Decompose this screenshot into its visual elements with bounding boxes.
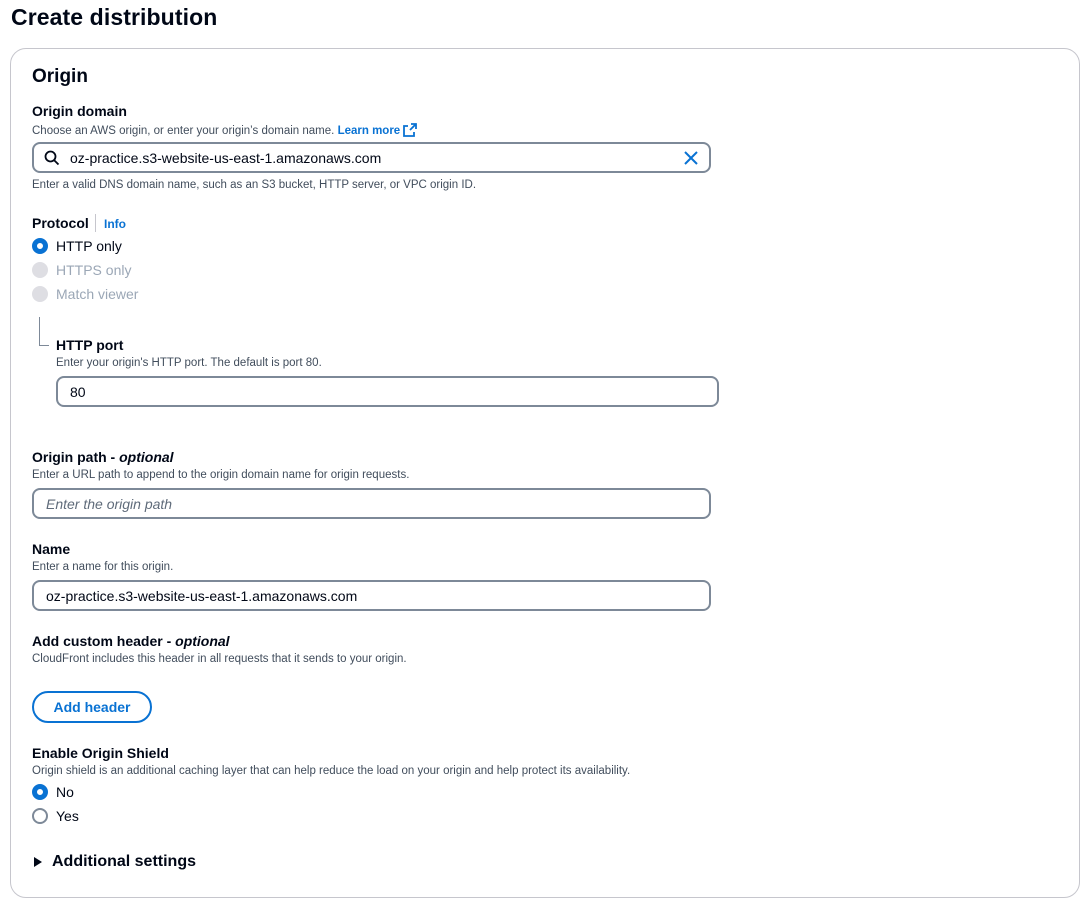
name-label: Name bbox=[32, 541, 71, 557]
learn-more-label: Learn more bbox=[337, 125, 401, 137]
protocol-option-label: HTTP only bbox=[56, 238, 122, 254]
origin-domain-value: oz-practice.s3-website-us-east-1.amazonaws.com bbox=[70, 149, 382, 166]
origin-path-description: Enter a URL path to append to the origin domain name for origin requests. bbox=[32, 469, 410, 481]
page-title: Create distribution bbox=[11, 4, 218, 30]
additional-settings-label: Additional settings bbox=[52, 853, 196, 870]
radio-disabled bbox=[32, 286, 48, 302]
protocol-option-https-only[interactable] bbox=[32, 262, 131, 278]
additional-settings-expander[interactable] bbox=[34, 853, 196, 871]
protocol-option-http-only[interactable] bbox=[32, 238, 122, 254]
clear-icon[interactable] bbox=[683, 150, 699, 166]
origin-shield-option-yes[interactable] bbox=[32, 808, 79, 824]
origin-shield-label: Enable Origin Shield bbox=[32, 745, 169, 761]
origin-domain-input[interactable] bbox=[32, 142, 711, 173]
tree-connector-vertical bbox=[39, 317, 40, 346]
origin-domain-description-text: Choose an AWS origin, or enter your origin’s domain name. bbox=[32, 125, 335, 137]
origin-shield-option-label: No bbox=[56, 784, 74, 800]
http-port-label: HTTP port bbox=[56, 337, 124, 353]
protocol-label: Protocol bbox=[32, 215, 89, 231]
http-port-description: Enter your origin's HTTP port. The default is port 80. bbox=[56, 357, 322, 369]
origin-path-label-text: Origin path - bbox=[32, 449, 120, 465]
custom-header-label-text: Add custom header - bbox=[32, 633, 176, 649]
search-icon bbox=[44, 150, 60, 166]
origin-domain-help: Enter a valid DNS domain name, such as an S3 bucket, HTTP server, or VPC origin ID. bbox=[32, 179, 477, 191]
name-value: oz-practice.s3-website-us-east-1.amazonaws.com bbox=[46, 587, 358, 604]
protocol-info-link[interactable]: Info bbox=[104, 217, 126, 231]
origin-domain-label: Origin domain bbox=[32, 103, 127, 119]
http-port-input[interactable] bbox=[56, 376, 719, 407]
optional-tag: optional bbox=[119, 449, 174, 465]
external-link-icon bbox=[403, 123, 417, 137]
http-port-value: 80 bbox=[70, 383, 86, 400]
custom-header-label bbox=[32, 633, 230, 649]
origin-shield-option-no[interactable] bbox=[32, 784, 74, 800]
radio-unselected bbox=[32, 808, 48, 824]
panel-title: Origin bbox=[32, 66, 88, 87]
tree-connector-horizontal bbox=[39, 345, 49, 346]
origin-shield-description: Origin shield is an additional caching layer that can help reduce the load on your origin and help protect its availability. bbox=[32, 765, 631, 777]
learn-more-link[interactable] bbox=[338, 125, 418, 137]
radio-selected bbox=[32, 238, 48, 254]
origin-path-input[interactable] bbox=[32, 488, 711, 519]
add-header-button[interactable]: Add header bbox=[32, 691, 152, 723]
custom-header-description: CloudFront includes this header in all requests that it sends to your origin. bbox=[32, 653, 407, 665]
protocol-option-label: HTTPS only bbox=[56, 262, 132, 278]
name-description: Enter a name for this origin. bbox=[32, 561, 174, 573]
origin-panel bbox=[10, 48, 1080, 898]
name-input[interactable] bbox=[32, 580, 711, 611]
protocol-option-label: Match viewer bbox=[56, 286, 139, 302]
info-separator bbox=[95, 214, 96, 232]
radio-selected bbox=[32, 784, 48, 800]
origin-path-label bbox=[32, 449, 174, 465]
protocol-option-match-viewer[interactable] bbox=[32, 286, 138, 302]
radio-disabled bbox=[32, 262, 48, 278]
origin-domain-description bbox=[32, 123, 417, 137]
origin-path-placeholder: Enter the origin path bbox=[46, 495, 173, 512]
caret-right-icon bbox=[34, 857, 42, 867]
origin-shield-option-label: Yes bbox=[56, 808, 79, 824]
optional-tag: optional bbox=[175, 633, 230, 649]
